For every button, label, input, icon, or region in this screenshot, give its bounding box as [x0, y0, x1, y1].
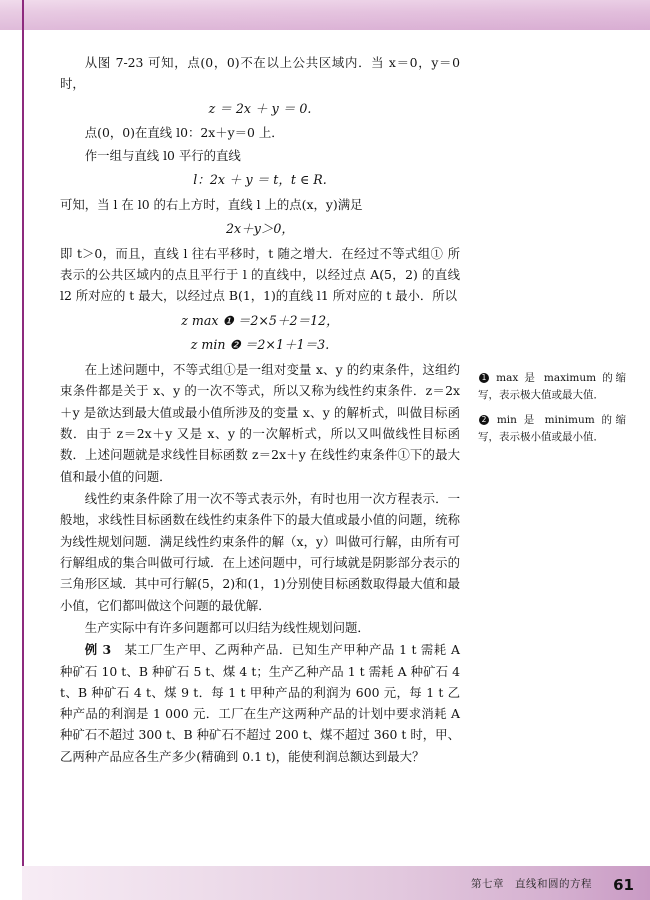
- paragraph-5: 即 t＞0，而且，直线 l 往右平移时，t 随之增大．在经过不等式组① 所表示的公共区域内的点且平行于 l 的直线中，以经过点 A(5，2) 的直线 l2 所对应的 t 最大，以经过点 B(1，1)的直线 l1 所对应的 t 最小．所以: [60, 245, 460, 304]
- footer-left-gap: [0, 866, 22, 900]
- margin-note-2-text: min 是 minimum 的缩写，表示极小值或最小值．: [478, 414, 627, 443]
- equation-max: z max ❶ ＝2×5＋2＝12，: [181, 312, 339, 328]
- paragraph-1: 从图 7-23 可知，点(0，0)不在以上公共区域内．当 x＝0，y＝0 时，: [60, 55, 460, 92]
- footer-chapter-title: 第七章 直线和圆的方程: [471, 878, 592, 890]
- note-marker-1-icon: 1: [479, 373, 489, 383]
- page-header-band-gradient: [0, 0, 650, 30]
- margin-note-2: [478, 412, 626, 446]
- margin-note-1: [478, 370, 626, 404]
- page-header-band: [0, 0, 650, 30]
- paragraph-6: 在上述问题中，不等式组①是一组对变量 x、y 的约束条件，这组约束条件都是关于 x、y 的一次不等式，所以又称为线性约束条件．z＝2x＋y 是欲达到最大值或最小值所涉及的变量 x、y 的解析式，叫做目标函数．由于 z＝2x＋y 又是 x、y 的一次解析式，所以又叫做线性目标函数．上述问题就是求线性目标函数 z＝2x＋y 在线性约束条件①下的最大值和最小值的问题．: [60, 361, 460, 484]
- page-footer: [22, 866, 650, 900]
- note-marker-2-icon: 2: [479, 415, 489, 425]
- margin-note-1-text: max 是 maximum 的缩写，表示极大值或最大值．: [478, 372, 627, 401]
- equation-3: 2x＋y＞0，: [225, 220, 295, 236]
- main-text-column: [60, 52, 460, 768]
- paragraph-4: 可知，当 l 在 l0 的右上方时，直线 l 上的点(x，y)满足: [60, 196, 363, 212]
- page-number: 61: [613, 876, 634, 894]
- equation-min: z min ❷ ＝2×1＋1＝3.: [190, 337, 330, 353]
- example-block: [60, 639, 460, 767]
- equation-2: l：2x ＋ y ＝ t，t ∈ R.: [193, 171, 327, 187]
- margin-notes-column: [478, 370, 626, 454]
- paragraph-3: 作一组与直线 l0 平行的直线: [84, 147, 241, 163]
- paragraph-7: 线性约束条件除了用一次不等式表示外，有时也用一次方程表示．一般地，求线性目标函数在线性约束条件下的最大值或最小值的问题，统称为线性规划问题．满足线性约束条件的解（x，y）叫做可行解，由所有可行解组成的集合叫做可行域．在上述问题中，可行域就是阴影部分表示的三角形区域．其中可行解(5，2)和(1，1)分别使目标函数取得最大值和最小值，它们都叫做这个问题的最优解．: [60, 490, 460, 613]
- paragraph-2: 点(0，0)在直线 l0：2x＋y＝0 上．: [84, 125, 284, 141]
- paragraph-8: 生产实际中有许多问题都可以归结为线性规划问题．: [84, 619, 370, 635]
- equation-1: z ＝ 2x ＋ y ＝ 0.: [208, 100, 312, 116]
- example-label: 例 3: [84, 642, 112, 658]
- example-text: 某工厂生产甲、乙两种产品．已知生产甲种产品 1 t 需耗 A 种矿石 10 t、B 种矿石 5 t、煤 4 t；生产乙种产品 1 t 需耗 A 种矿石 4 t、B 种矿石 4 t、煤 9 t．每 1 t 甲种产品的利润为 600 元，每 1 t 乙种产品的利润是 1 000 元．工厂在生产这两种产品的计划中要求消耗 A 种矿石不超过 300 t、B 种矿石不超过 200 t、煤不超过 360 t 时，甲、乙两种产品应各生产多少(精确到 0.1 t)，能使利润总额达到最大？: [60, 642, 460, 764]
- left-margin-rule: [22, 0, 24, 900]
